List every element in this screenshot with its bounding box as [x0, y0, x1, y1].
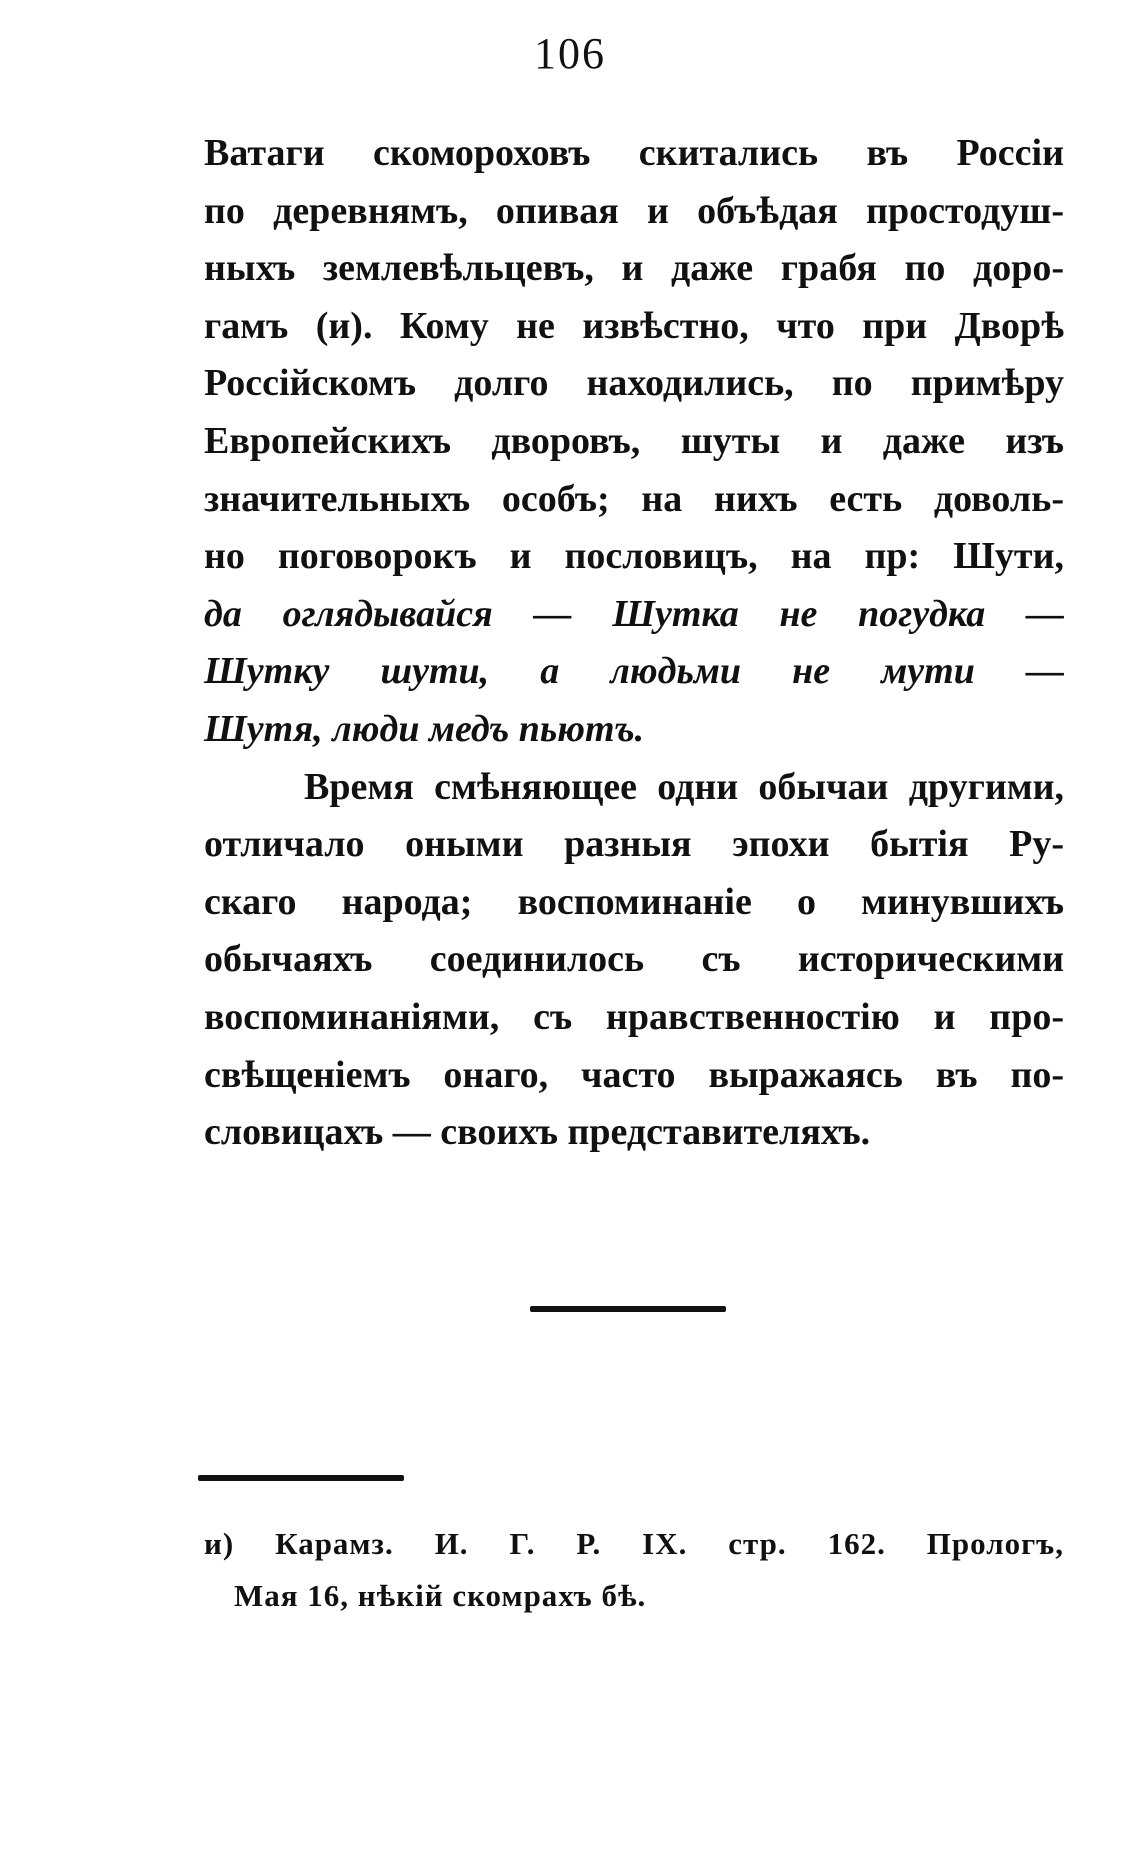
- section-divider: [530, 1306, 726, 1312]
- main-text: [204, 125, 1064, 1162]
- page-number: 106: [534, 29, 606, 78]
- footnote-rule: [198, 1475, 404, 1481]
- text-line: гамъ (и). Кому не извѣстно, что при Дворѣ: [204, 304, 1064, 347]
- footnote-line: и) Карамз. И. Г. Р. IX. стр. 162. Прологъ,: [204, 1526, 1064, 1561]
- text-line: отличало оными разныя эпохи бытiя Ру-: [204, 823, 1064, 866]
- text-line: Россiйскомъ долго находились, по примѣру: [204, 362, 1064, 405]
- text-line: свѣщенiемъ онаго, часто выражаясь въ по-: [204, 1053, 1064, 1096]
- footnote-line: Мая 16, нѣкiй скомрахъ бѣ.: [234, 1578, 647, 1613]
- proverb-line: да оглядывайся — Шутка не погудка —: [204, 592, 1064, 635]
- text-line: Европейскихъ дворовъ, шуты и даже изъ: [204, 419, 1064, 462]
- text-line: обычаяхъ соединилось съ историческими: [204, 938, 1064, 981]
- text-line: по деревнямъ, опивая и объѣдая простодуш-: [204, 189, 1064, 232]
- footnote: [204, 1518, 1064, 1622]
- text-line: воспоминанiями, съ нравственностiю и про-: [204, 995, 1064, 1038]
- text-line: словицахъ — своихъ представителяхъ.: [204, 1111, 871, 1154]
- text-line: скаго народа; воспоминанiе о минувшихъ: [204, 880, 1064, 923]
- proverb-line: Шутку шути, а людьми не мути —: [204, 650, 1064, 693]
- text-line: значительныхъ особъ; на нихъ есть доволь-: [204, 477, 1064, 520]
- text-line: но поговорокъ и пословицъ, на пр: Шути,: [204, 535, 1064, 578]
- paragraph-first-line: Время смѣняющее одни обычаи другими,: [304, 765, 1064, 808]
- text-line: ныхъ землевѣльцевъ, и даже грабя по доро-: [204, 247, 1064, 290]
- proverb-line: Шутя, люди медъ пьютъ.: [204, 707, 645, 750]
- text-line: Ватаги скомороховъ скитались въ Россiи: [204, 132, 1064, 174]
